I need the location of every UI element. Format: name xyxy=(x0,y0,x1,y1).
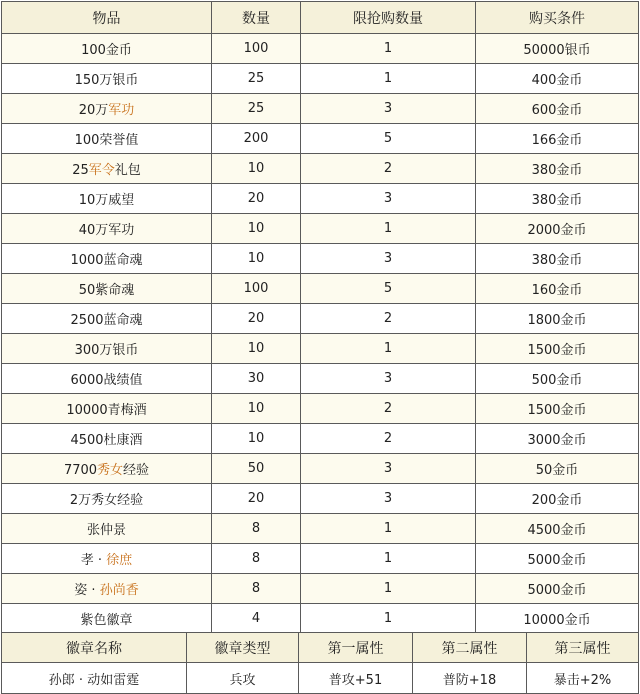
quantity-cell: 100 xyxy=(212,274,301,304)
item-name-cell xyxy=(2,124,212,154)
item-name-cell xyxy=(2,304,212,334)
item-name-cell xyxy=(2,64,212,94)
purchase-condition-cell: 1500金币 xyxy=(476,394,639,424)
item-name-cell xyxy=(2,574,212,604)
quantity-cell: 30 xyxy=(212,364,301,394)
quantity-cell: 10 xyxy=(212,394,301,424)
table-row xyxy=(2,94,639,124)
purchase-condition-cell: 5000金币 xyxy=(476,574,639,604)
item-name-text: 姿 · xyxy=(74,583,100,598)
badge-third-attribute: 暴击+2% xyxy=(527,663,639,694)
header-item: 物品 xyxy=(2,2,212,34)
item-name-cell xyxy=(2,544,212,574)
table-row xyxy=(2,334,639,364)
item-name-text: 10000青梅酒 xyxy=(66,403,147,418)
quantity-cell: 20 xyxy=(212,484,301,514)
quantity-cell: 200 xyxy=(212,124,301,154)
purchase-condition-cell: 380金币 xyxy=(476,184,639,214)
header-third-attribute: 第三属性 xyxy=(527,633,639,663)
header-purchase-limit: 限抢购数量 xyxy=(301,2,476,34)
table-row xyxy=(2,604,639,634)
table-row xyxy=(2,34,639,64)
quantity-cell: 20 xyxy=(212,304,301,334)
table-row xyxy=(2,64,639,94)
quantity-cell: 25 xyxy=(212,94,301,124)
item-name-highlight: 军功 xyxy=(108,103,135,118)
quantity-cell: 10 xyxy=(212,424,301,454)
purchase-limit-cell: 1 xyxy=(301,214,476,244)
quantity-cell: 8 xyxy=(212,544,301,574)
quantity-cell: 25 xyxy=(212,64,301,94)
item-name-text: 10万威望 xyxy=(78,193,135,208)
item-name-cell xyxy=(2,424,212,454)
purchase-condition-cell: 200金币 xyxy=(476,484,639,514)
quantity-cell: 8 xyxy=(212,514,301,544)
purchase-condition-cell: 4500金币 xyxy=(476,514,639,544)
purchase-limit-cell: 2 xyxy=(301,304,476,334)
purchase-limit-cell: 2 xyxy=(301,394,476,424)
badge-row xyxy=(2,663,639,694)
item-name-cell xyxy=(2,484,212,514)
purchase-limit-cell: 3 xyxy=(301,364,476,394)
table-row xyxy=(2,574,639,604)
purchase-limit-cell: 2 xyxy=(301,424,476,454)
item-name-text: 150万银币 xyxy=(74,73,139,88)
item-name-text: 100荣誉值 xyxy=(74,133,139,148)
item-name-cell xyxy=(2,454,212,484)
quantity-cell: 4 xyxy=(212,604,301,634)
item-name-text: 20万 xyxy=(78,103,109,118)
purchase-condition-cell: 500金币 xyxy=(476,364,639,394)
purchase-condition-cell: 166金币 xyxy=(476,124,639,154)
table-row xyxy=(2,124,639,154)
table-row xyxy=(2,424,639,454)
item-name-highlight: 徐庶 xyxy=(106,553,133,568)
item-name-text: 7700 xyxy=(63,463,98,478)
purchase-condition-cell: 3000金币 xyxy=(476,424,639,454)
purchase-limit-cell: 5 xyxy=(301,124,476,154)
table-row xyxy=(2,544,639,574)
quantity-cell: 10 xyxy=(212,334,301,364)
item-name-text: 孝 · xyxy=(80,553,107,568)
quantity-cell: 100 xyxy=(212,34,301,64)
quantity-cell: 10 xyxy=(212,214,301,244)
table-row xyxy=(2,274,639,304)
table-row xyxy=(2,484,639,514)
item-name-text: 经验 xyxy=(123,463,150,478)
item-name-text: 6000战绩值 xyxy=(70,373,143,388)
table-row xyxy=(2,244,639,274)
item-name-text: 300万银币 xyxy=(74,343,139,358)
badge-type: 兵攻 xyxy=(187,663,299,694)
item-name-text: 2500蓝命魂 xyxy=(70,313,143,328)
item-name-text: 礼包 xyxy=(114,163,141,178)
purchase-limit-cell: 1 xyxy=(301,574,476,604)
shop-table xyxy=(1,1,639,634)
item-name-text: 25 xyxy=(72,163,89,178)
header-first-attribute: 第一属性 xyxy=(299,633,413,663)
item-name-cell xyxy=(2,244,212,274)
item-name-cell xyxy=(2,34,212,64)
item-name-cell xyxy=(2,364,212,394)
table-row xyxy=(2,454,639,484)
table-row xyxy=(2,364,639,394)
shop-table-header-row xyxy=(2,2,639,34)
quantity-cell: 10 xyxy=(212,244,301,274)
purchase-condition-cell: 50000银币 xyxy=(476,34,639,64)
purchase-limit-cell: 1 xyxy=(301,514,476,544)
purchase-condition-cell: 1800金币 xyxy=(476,304,639,334)
purchase-condition-cell: 380金币 xyxy=(476,154,639,184)
purchase-condition-cell: 50金币 xyxy=(476,454,639,484)
item-name-cell xyxy=(2,334,212,364)
purchase-limit-cell: 2 xyxy=(301,154,476,184)
item-name-cell xyxy=(2,94,212,124)
item-name-cell xyxy=(2,214,212,244)
item-name-highlight: 秀女 xyxy=(97,463,124,478)
item-name-cell xyxy=(2,274,212,304)
header-purchase-condition: 购买条件 xyxy=(476,2,639,34)
purchase-condition-cell: 2000金币 xyxy=(476,214,639,244)
purchase-limit-cell: 1 xyxy=(301,64,476,94)
purchase-limit-cell: 1 xyxy=(301,544,476,574)
table-row xyxy=(2,394,639,424)
quantity-cell: 10 xyxy=(212,154,301,184)
item-name-cell xyxy=(2,604,212,634)
item-name-text: 紫色徽章 xyxy=(80,613,133,628)
badge-first-attribute: 普攻+51 xyxy=(299,663,413,694)
purchase-limit-cell: 1 xyxy=(301,604,476,634)
item-name-text: 40万军功 xyxy=(78,223,135,238)
table-row xyxy=(2,304,639,334)
item-name-cell xyxy=(2,394,212,424)
purchase-condition-cell: 10000金币 xyxy=(476,604,639,634)
table-row xyxy=(2,154,639,184)
item-name-cell xyxy=(2,514,212,544)
purchase-limit-cell: 3 xyxy=(301,184,476,214)
item-name-text: 1000蓝命魂 xyxy=(70,253,143,268)
item-name-cell xyxy=(2,184,212,214)
badge-table xyxy=(1,632,639,694)
header-second-attribute: 第二属性 xyxy=(413,633,527,663)
header-badge-type: 徽章类型 xyxy=(187,633,299,663)
item-name-text: 100金币 xyxy=(81,43,132,58)
purchase-limit-cell: 1 xyxy=(301,334,476,364)
header-badge-name: 徽章名称 xyxy=(2,633,187,663)
purchase-limit-cell: 3 xyxy=(301,484,476,514)
purchase-limit-cell: 3 xyxy=(301,244,476,274)
table-row xyxy=(2,184,639,214)
item-name-cell xyxy=(2,154,212,184)
item-name-text: 4500杜康酒 xyxy=(70,433,143,448)
item-name-text: 50紫命魂 xyxy=(78,283,135,298)
item-name-highlight: 孙尚香 xyxy=(99,583,139,598)
purchase-condition-cell: 380金币 xyxy=(476,244,639,274)
badge-table-header-row xyxy=(2,633,639,663)
item-name-text: 2万秀女经验 xyxy=(69,493,144,508)
purchase-limit-cell: 1 xyxy=(301,34,476,64)
table-row xyxy=(2,214,639,244)
purchase-condition-cell: 400金币 xyxy=(476,64,639,94)
purchase-condition-cell: 5000金币 xyxy=(476,544,639,574)
quantity-cell: 20 xyxy=(212,184,301,214)
purchase-condition-cell: 1500金币 xyxy=(476,334,639,364)
purchase-limit-cell: 3 xyxy=(301,454,476,484)
badge-second-attribute: 普防+18 xyxy=(413,663,527,694)
badge-name: 孙郎 · 动如雷霆 xyxy=(2,663,187,694)
item-name-text: 张仲景 xyxy=(86,523,126,538)
quantity-cell: 8 xyxy=(212,574,301,604)
header-quantity: 数量 xyxy=(212,2,301,34)
purchase-condition-cell: 160金币 xyxy=(476,274,639,304)
item-name-highlight: 军令 xyxy=(88,163,115,178)
quantity-cell: 50 xyxy=(212,454,301,484)
purchase-limit-cell: 5 xyxy=(301,274,476,304)
purchase-limit-cell: 3 xyxy=(301,94,476,124)
purchase-condition-cell: 600金币 xyxy=(476,94,639,124)
table-row xyxy=(2,514,639,544)
